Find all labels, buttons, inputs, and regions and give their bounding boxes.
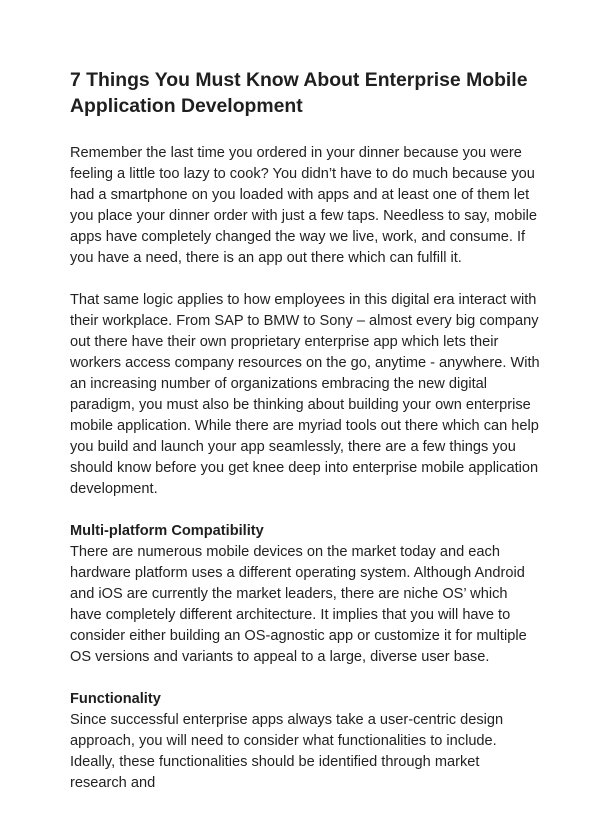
section-body-multi-platform: There are numerous mobile devices on the market today and each hardware platform uses a different operating system. Although Android and iOS are currently the market leaders, there are niche OS’ which have completely different architecture. It implies that you will have to consider either building an OS-agnostic app or customize it for multiple OS versions and variants to appeal to a large, diverse user base. xyxy=(70,544,527,665)
section-multi-platform xyxy=(70,521,540,668)
intro-paragraph-1: Remember the last time you ordered in your dinner because you were feeling a little too lazy to cook? You didn’t have to do much because you had a smartphone on you loaded with apps and at least one of them let you place your dinner order with just a few taps. Needless to say, mobile apps have completely changed the way we live, work, and consume. If you have a need, there is an app out there which can fulfill it. xyxy=(70,145,537,266)
section-body-functionality: Since successful enterprise apps always take a user-centric design approach, you will need to consider what functionalities to include. Ideally, these functionalities should be identified through market research and xyxy=(70,712,504,791)
document-title: 7 Things You Must Know About Enterprise Mobile Application Development xyxy=(70,69,528,117)
section-heading-functionality: Functionality xyxy=(70,691,161,707)
section-heading-multi-platform: Multi-platform Compatibility xyxy=(70,523,264,539)
section-functionality xyxy=(70,689,540,794)
document-page xyxy=(70,68,540,815)
intro-paragraph-2: That same logic applies to how employees in this digital era interact with their workplace. From SAP to BMW to Sony – almost every big company out there have their own proprietary enterprise app which lets their workers access company resources on the go, anytime - anywhere. With an increasing number of organizations embracing the new digital paradigm, you must also be thinking about building your own enterprise mobile application. While there are myriad tools out there which can help you build and launch your app seamlessly, there are a few things you should know before you get knee deep into enterprise mobile application development. xyxy=(70,292,540,497)
